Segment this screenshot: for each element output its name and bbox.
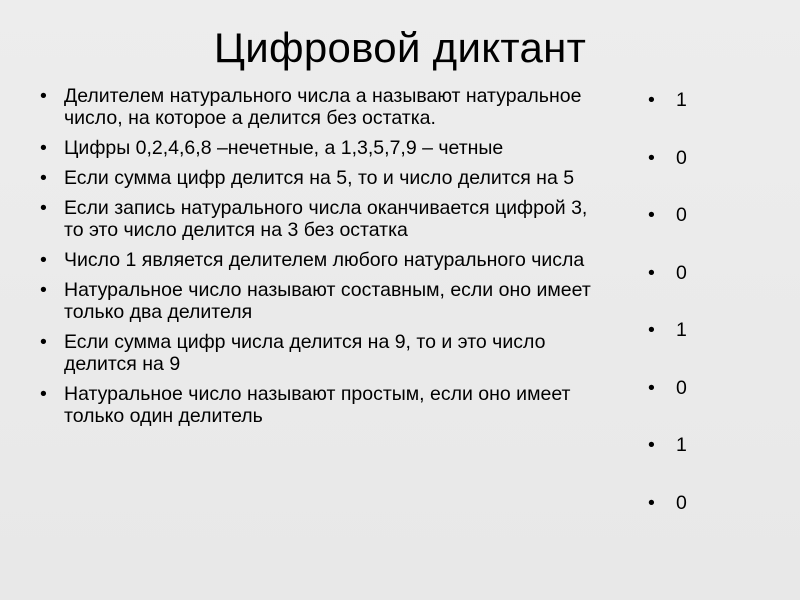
answer-item: • 0 xyxy=(648,262,728,284)
answer-item: • 0 xyxy=(648,492,728,514)
statements-list xyxy=(40,85,600,435)
statement-item: • Цифры 0,2,4,6,8 –нечетные, а 1,3,5,7,9 – четные xyxy=(40,137,600,159)
answer-item: • 0 xyxy=(648,204,728,226)
answer-item: • 0 xyxy=(648,147,728,169)
answer-item: • 1 xyxy=(648,319,728,341)
statement-item: • Натуральное число называют составным, если оно имеет только два делителя xyxy=(40,279,600,323)
answer-item: • 0 xyxy=(648,377,728,399)
statement-item: • Делителем натурального числа a называют натуральное число, на которое a делится без остатка. xyxy=(40,85,600,129)
statement-item: • Натуральное число называют простым, если оно имеет только один делитель xyxy=(40,383,600,427)
statement-item: • Число 1 является делителем любого натурального числа xyxy=(40,249,600,271)
statement-item: • Если запись натурального числа оканчивается цифрой 3, то это число делится на 3 без остатка xyxy=(40,197,600,241)
statement-item: • Если сумма цифр числа делится на 9, то и это число делится на 9 xyxy=(40,331,600,375)
slide-title: Цифровой диктант xyxy=(213,24,587,71)
statement-item: • Если сумма цифр делится на 5, то и число делится на 5 xyxy=(40,167,600,189)
answer-item: • 1 xyxy=(648,89,728,111)
answer-item: • 1 xyxy=(648,434,728,456)
answers-list xyxy=(648,89,728,549)
